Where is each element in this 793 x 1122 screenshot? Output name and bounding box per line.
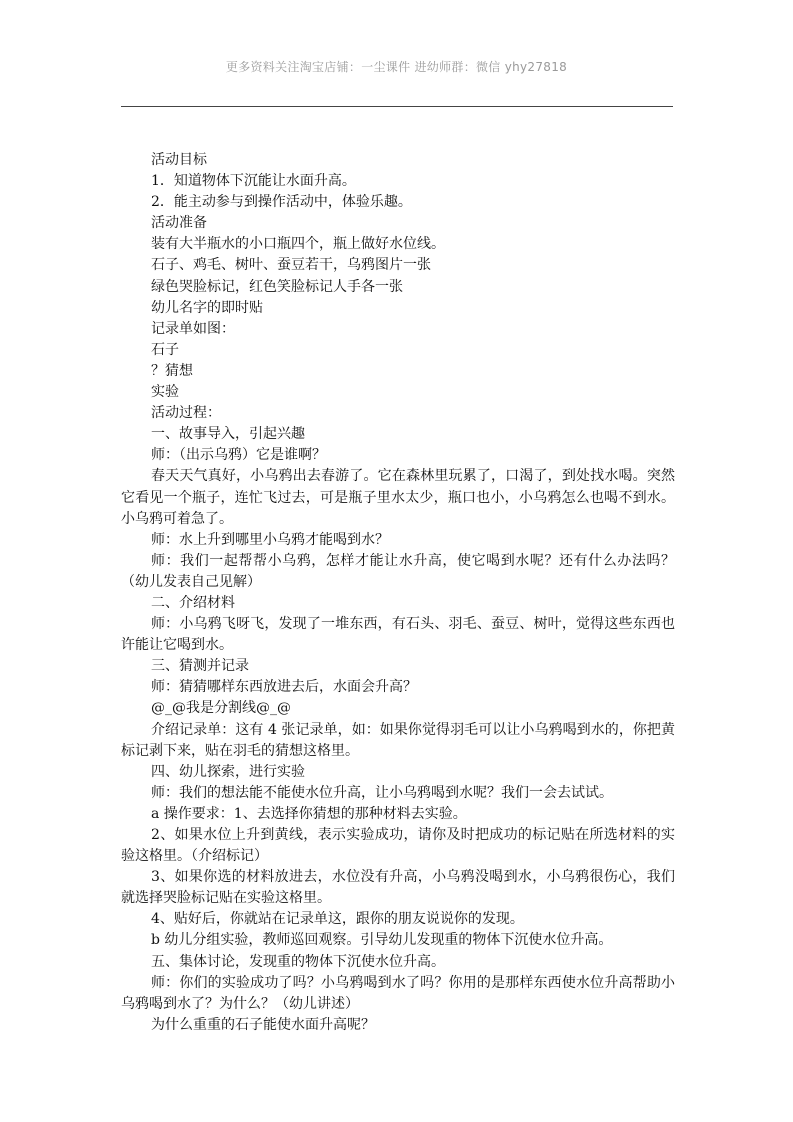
body-paragraph: 4、贴好后，你就站在记录单这，跟你的朋友说说你的发现。	[151, 911, 524, 928]
document-body	[121, 150, 675, 1036]
record-sheet-label: 记录单如图：	[151, 320, 235, 337]
heading-activity-goals: 活动目标	[151, 152, 207, 168]
section-heading: 三、猜测并记录	[151, 658, 249, 675]
body-paragraph: 师：猜猜哪样东西放进去后，水面会升高？	[151, 679, 417, 696]
section-heading: 二、介绍材料	[151, 594, 235, 611]
preparation-item: 幼儿名字的即时贴	[151, 299, 263, 316]
body-paragraph: 2、如果水位上升到黄线，表示实验成功，请你及时把成功的标记贴在所选材料的实验这格里。（介绍标记）	[121, 827, 675, 865]
goal-item: 2．能主动参与到操作活动中，体验乐趣。	[151, 194, 412, 211]
heading-activity-process: 活动过程：	[151, 405, 221, 422]
story-paragraph: 春天天气真好，小乌鸦出去春游了。它在森林里玩累了，口渴了，到处找水喝。突然它看见一个瓶子，连忙飞过去，可是瓶子里水太少，瓶口也小，小乌鸦怎么也喝不到水。小乌鸦可着急了。	[121, 468, 675, 527]
divider-text: @_@我是分割线@_@	[151, 700, 291, 717]
preparation-item: 装有大半瓶水的小口瓶四个，瓶上做好水位线。	[151, 236, 445, 253]
body-paragraph: 师：（出示乌鸦）它是谁啊？	[151, 447, 326, 464]
body-paragraph: 为什么重重的石子能使水面升高呢？	[151, 1016, 375, 1033]
body-paragraph: 3、如果你选的材料放进去，水位没有升高，小乌鸦没喝到水，小乌鸦很伤心，我们就选择哭脸标记贴在实验这格里。	[121, 869, 675, 907]
header-divider	[121, 106, 673, 107]
body-paragraph: 师：你们的实验成功了吗？小乌鸦喝到水了吗？你用的是那样东西使水位升高帮助小乌鸦喝到水了？为什么？（幼儿讲述）	[121, 974, 675, 1012]
section-heading: 一、故事导入，引起兴趣	[151, 426, 305, 443]
body-paragraph: 师：我们的想法能不能使水位升高，让小乌鸦喝到水呢？我们一会去试试。	[151, 784, 613, 801]
body-paragraph: 师：水上升到哪里小乌鸦才能喝到水？	[151, 531, 389, 548]
page-header-watermark: 更多资料关注淘宝店铺：一尘课件 进幼师群：微信 yhy27818	[225, 60, 568, 74]
record-sheet-row: ？猜想	[151, 362, 193, 379]
body-paragraph: b 幼儿分组实验，教师巡回观察。引导幼儿发现重的物体下沉使水位升高。	[151, 932, 613, 949]
section-heading: 五、集体讨论，发现重的物体下沉使水位升高。	[151, 953, 445, 970]
section-heading: 四、幼儿探索，进行实验	[151, 763, 305, 780]
body-paragraph: 介绍记录单：这有 4 张记录单，如：如果你觉得羽毛可以让小乌鸦喝到水的，你把黄标记剥下来，贴在羽毛的猜想这格里。	[121, 721, 675, 759]
record-sheet-row: 石子	[151, 341, 179, 358]
body-paragraph: a 操作要求：1、去选择你猜想的那种材料去实验。	[151, 805, 467, 822]
preparation-item: 绿色哭脸标记，红色笑脸标记人手各一张	[151, 278, 403, 295]
body-paragraph: 师：小乌鸦飞呀飞，发现了一堆东西，有石头、羽毛、蚕豆、树叶，觉得这些东西也许能让它喝到水。	[121, 616, 675, 654]
preparation-item: 石子、鸡毛、树叶、蚕豆若干，乌鸦图片一张	[151, 257, 431, 274]
record-sheet-row: 实验	[151, 384, 179, 401]
body-paragraph: 师：我们一起帮帮小乌鸦，怎样才能让水升高，使它喝到水呢？还有什么办法吗？（幼儿发表自己见解）	[121, 552, 675, 590]
goal-item: 1．知道物体下沉能让水面升高。	[151, 173, 356, 190]
heading-activity-preparation: 活动准备	[151, 215, 207, 232]
